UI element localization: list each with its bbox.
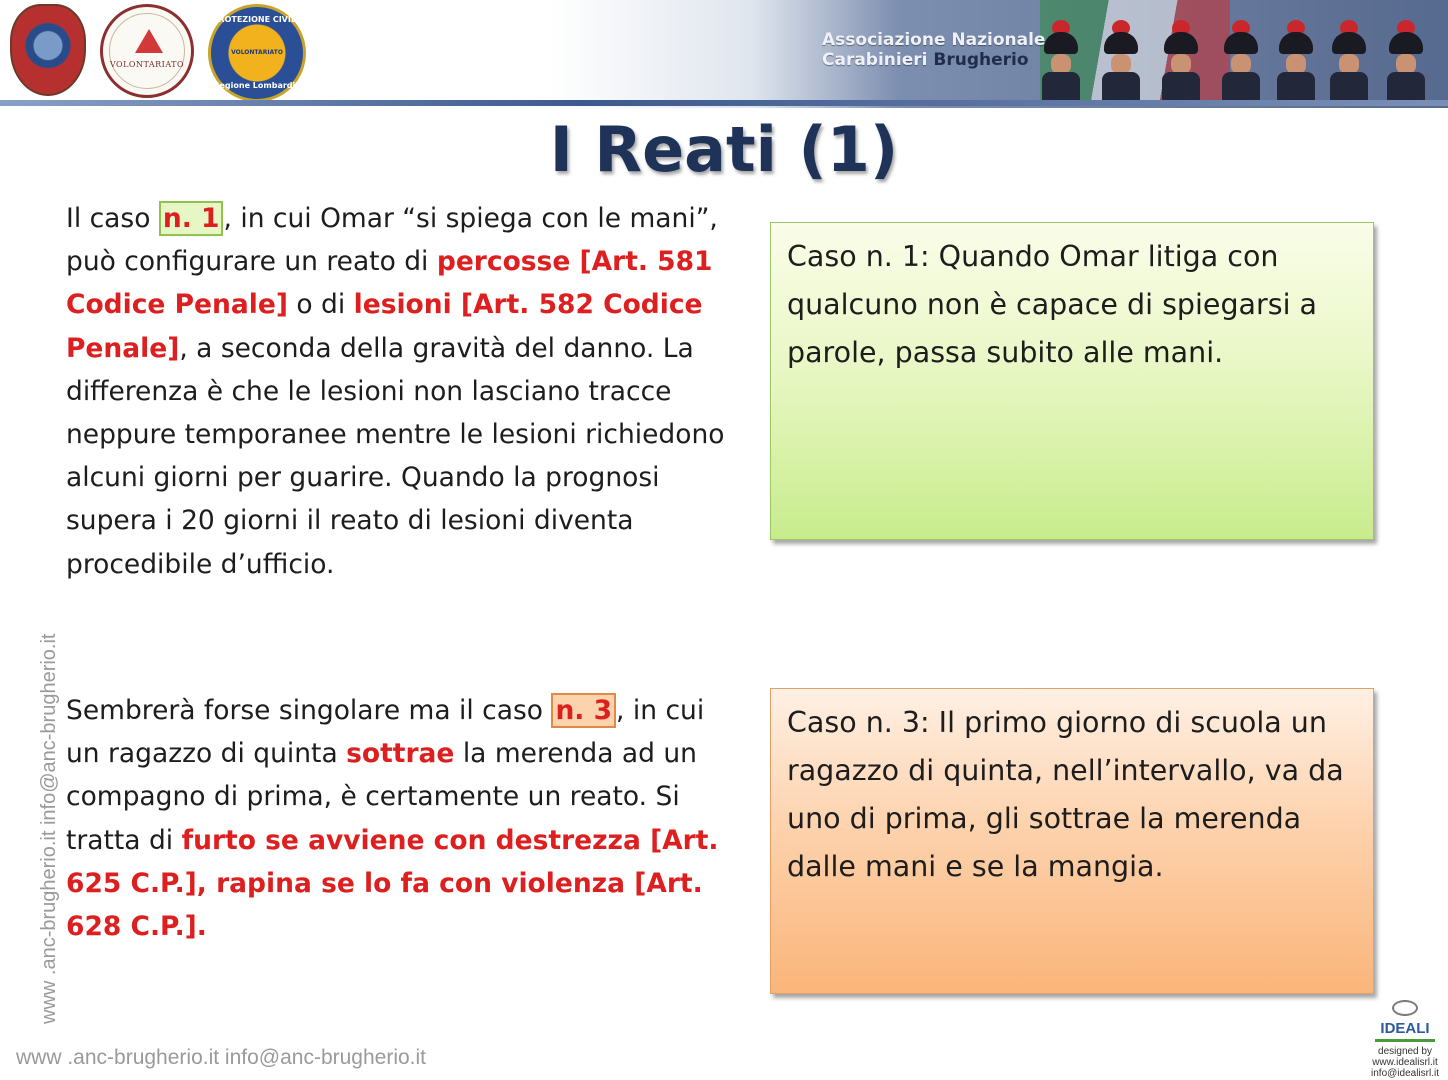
case-3-reference-highlight (551, 693, 616, 728)
designer-line-2: www.idealisrl.it (1372, 1057, 1438, 1068)
volontariato-logo (100, 4, 194, 98)
p2-crime-furto-rapina: furto se avviene con destrezza [Art. 625 C.P.], rapina se lo fa con violenza [Art. 628 C.P.]. (66, 824, 719, 943)
volontariato-logo-label: VOLONTARIATO (109, 60, 185, 69)
case-3-box: Caso n. 3: Il primo giorno di scuola un ragazzo di quinta, nell’intervallo, va da uno di prima, gli sottrae la merenda dalle mani e se la mangia. (770, 688, 1374, 994)
carabiniere-figure (1160, 0, 1200, 104)
association-name (822, 30, 1045, 70)
designer-credit (1366, 1000, 1444, 1079)
carabiniere-figure (1275, 0, 1315, 104)
protezione-civile-top-text: PROTEZIONE CIVILE (212, 15, 302, 24)
protezione-civile-bottom-text: Regione Lombardia (213, 81, 301, 90)
header-banner (0, 0, 1448, 108)
p2-text-2: , in cui un ragazzo di quinta (66, 695, 705, 770)
carabiniere-figure (1328, 0, 1368, 104)
carabiniere-figure (1100, 0, 1140, 104)
designer-brand-bar (1375, 1039, 1435, 1042)
association-line-1: Associazione Nazionale (822, 30, 1046, 50)
header-underline (0, 100, 1448, 106)
slide-title: I Reati (1) (549, 113, 899, 186)
carabiniere-figure (1385, 0, 1425, 104)
ideali-logo-icon (1392, 1000, 1418, 1016)
case-3-reference: n. 3 (555, 695, 613, 726)
designer-line-3: info@idealisrl.it (1371, 1068, 1439, 1079)
p2-text-3: la merenda ad un compagno di prima, è certamente un reato. Si tratta di (66, 738, 697, 856)
vertical-website-email: www .anc-brugherio.it info@anc-brugherio.it (38, 633, 60, 1024)
p1-text-2: , in cui Omar “si spiega con le mani”, può configurare un reato di (66, 203, 718, 278)
carabiniere-figure (1220, 0, 1260, 104)
p1-text-1: Il caso (66, 203, 151, 234)
protezione-civile-mid-text: VOLONTARIATO (231, 49, 283, 56)
association-word-brugherio: Brugherio (933, 50, 1029, 70)
p1-text-3: o di (296, 289, 346, 321)
association-word-carabinieri: Carabinieri (822, 50, 928, 70)
case-1-reference: n. 1 (162, 203, 220, 234)
carabinieri-shield-logo (10, 4, 86, 96)
paragraph-case-3 (66, 689, 726, 948)
carabiniere-figure (1040, 0, 1080, 104)
p2-text-1: Sembrerà forse singolare ma il caso (66, 695, 543, 726)
volontariato-triangle-icon (135, 29, 163, 53)
case-1-box: Caso n. 1: Quando Omar litiga con qualcuno non è capace di spiegarsi a parole, passa subito alle mani. (770, 222, 1374, 540)
paragraph-case-1 (66, 197, 726, 586)
p1-crime-lesioni: lesioni [Art. 582 Codice Penale] (66, 289, 703, 364)
association-line-2 (822, 50, 1045, 70)
protezione-civile-logo (208, 4, 306, 102)
footer-website-email: www .anc-brugherio.it info@anc-brugherio.it (16, 1046, 427, 1069)
case-1-reference-highlight (159, 201, 224, 236)
p1-crime-percosse: percosse [Art. 581 Codice Penale] (66, 246, 713, 321)
designer-brand: IDEALI (1380, 1020, 1430, 1037)
designer-line-1: designed by (1378, 1046, 1432, 1057)
p1-text-4: , a seconda della gravità del danno. La differenza è che le lesioni non lasciano tracce neppure temporanee mentre le lesioni richiedono alcuni giorni per guarire. Quando la prognosi supera i 20 giorni il reato di lesioni diventa procedibile d’ufficio. (66, 332, 725, 580)
p2-verb-sottrae: sottrae (346, 738, 455, 770)
